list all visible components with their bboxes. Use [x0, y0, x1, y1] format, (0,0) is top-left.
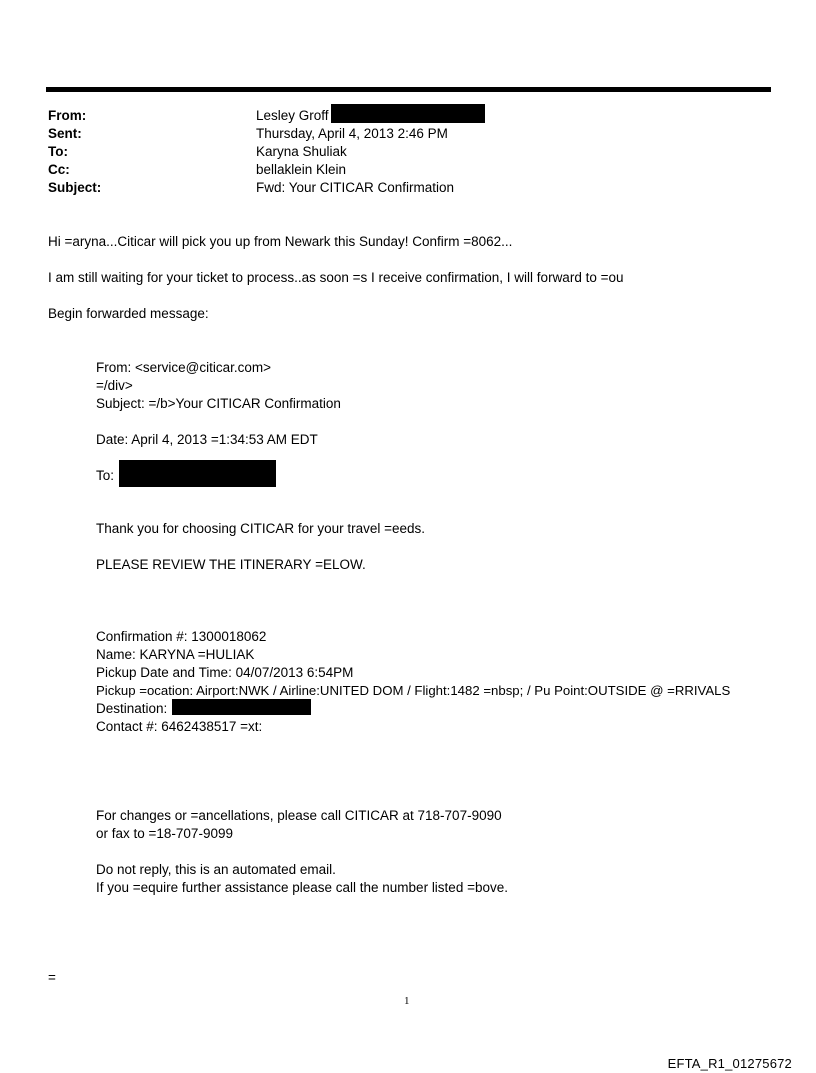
fwd-pickup-location: Pickup =ocation: Airport:NWK / Airline:UNITED DOM / Flight:1482 =nbsp; / Pu Point:OUTSIDE @ =RRIVALS [96, 683, 731, 698]
fwd-assist: If you =equire further assistance please call the number listed =bove. [96, 880, 508, 895]
from-label: From: [48, 108, 87, 123]
redaction-fwd-to [119, 460, 276, 487]
fwd-changes-1: For changes or =ancellations, please call CITICAR at 718-707-9090 [96, 808, 502, 823]
fwd-pickup-datetime: Pickup Date and Time: 04/07/2013 6:54PM [96, 665, 354, 680]
cc-label: Cc: [48, 162, 70, 177]
fwd-from: From: <service@citicar.com> [96, 360, 271, 375]
to-value: Karyna Shuliak [256, 144, 347, 159]
fwd-name: Name: KARYNA =HULIAK [96, 647, 255, 662]
body-line-greeting: Hi =aryna...Citicar will pick you up from Newark this Sunday! Confirm =8062... [48, 234, 513, 249]
redaction-destination [172, 699, 311, 715]
fwd-contact: Contact #: 6462438517 =xt: [96, 719, 263, 734]
fwd-destination: Destination: [96, 701, 168, 716]
sent-label: Sent: [48, 126, 82, 141]
body-line-waiting: I am still waiting for your ticket to process..as soon =s I receive confirmation, I will forward to =ou [48, 270, 624, 285]
fwd-div: =/div> [96, 378, 133, 393]
page-number: 1 [404, 995, 410, 1007]
fwd-changes-2: or fax to =18-707-9099 [96, 826, 233, 841]
from-value: Lesley Groff [256, 108, 329, 123]
cc-value: bellaklein Klein [256, 162, 347, 177]
subject-value: Fwd: Your CITICAR Confirmation [256, 180, 455, 195]
fwd-thanks: Thank you for choosing CITICAR for your travel =eeds. [96, 521, 426, 536]
fwd-to: To: [96, 468, 115, 483]
fwd-date: Date: April 4, 2013 =1:34:53 AM EDT [96, 432, 318, 447]
redaction-from-email [331, 104, 485, 123]
body-line-forward-intro: Begin forwarded message: [48, 306, 209, 321]
fwd-review: PLEASE REVIEW THE ITINERARY =ELOW. [96, 557, 366, 572]
to-label: To: [48, 144, 68, 159]
fwd-noreply: Do not reply, this is an automated email. [96, 862, 336, 877]
subject-label: Subject: [48, 180, 102, 195]
fwd-confirmation: Confirmation #: 1300018062 [96, 629, 267, 644]
bates-number: EFTA_R1_01275672 [667, 1056, 792, 1071]
header-rule [46, 87, 771, 92]
sent-value: Thursday, April 4, 2013 2:46 PM [256, 126, 448, 141]
footer-equals: = [48, 970, 56, 985]
fwd-subject: Subject: =/b>Your CITICAR Confirmation [96, 396, 341, 411]
